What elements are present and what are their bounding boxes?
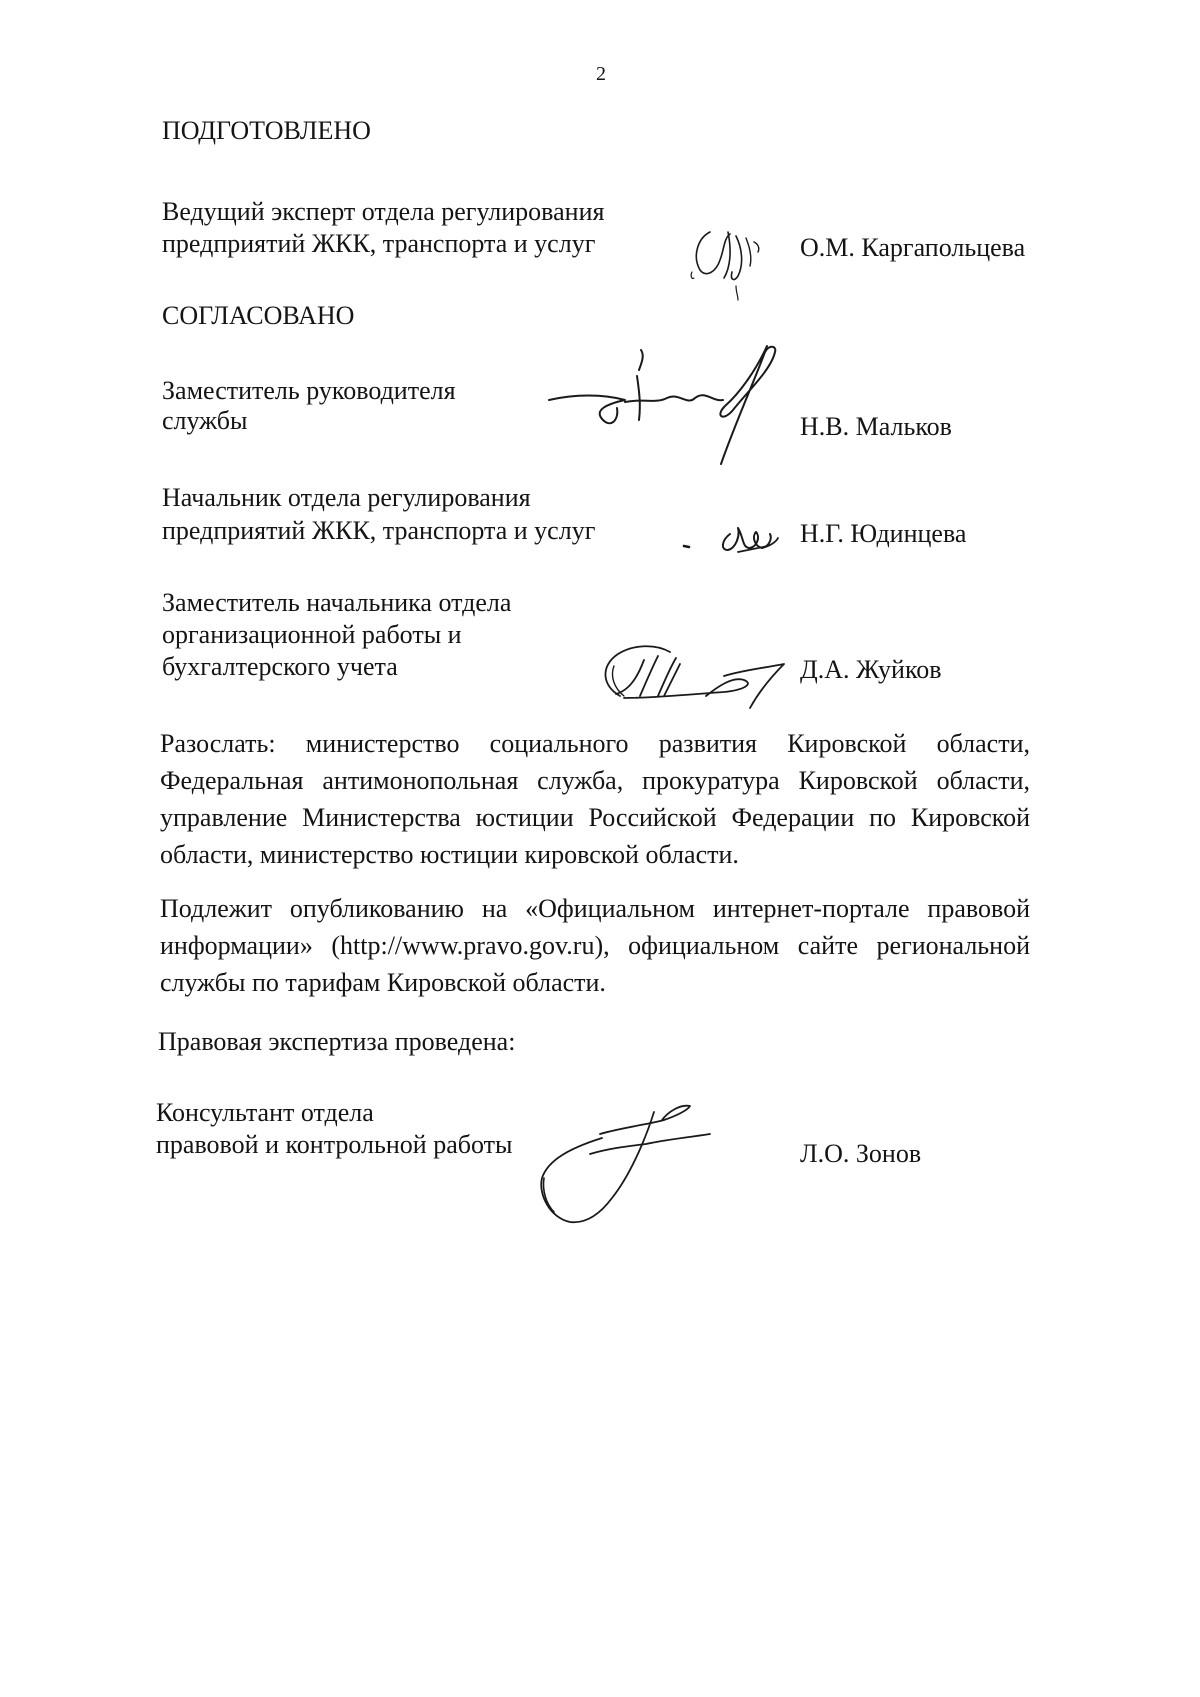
legal-review-name: Л.О. Зонов bbox=[800, 1139, 922, 1168]
signer-1-name: Н.В. Мальков bbox=[800, 412, 952, 441]
signer-2-line-2: предприятий ЖКК, транспорта и услуг bbox=[162, 516, 596, 545]
legal-review-position-line-2: правовой и контрольной работы bbox=[156, 1130, 513, 1159]
signature-zhuykov bbox=[594, 636, 794, 716]
signer-2-name: Н.Г. Юдинцева bbox=[800, 519, 967, 548]
signature-malkov bbox=[545, 340, 795, 470]
signer-3-line-1: Заместитель начальника отдела bbox=[162, 588, 512, 617]
prepared-position-line-2: предприятий ЖКК, транспорта и услуг bbox=[162, 229, 596, 258]
signature-yudintseva bbox=[678, 508, 788, 564]
signer-3-line-2: организационной работы и bbox=[162, 620, 462, 649]
prepared-position-line-1: Ведущий эксперт отдела регулирования bbox=[162, 197, 605, 226]
page-number: 2 bbox=[596, 63, 606, 85]
publication-paragraph: Подлежит опубликованию на «Официальном интернет-портале правовой информации» (http://www.pravo.gov.ru), официальном сайте региональной службы по тарифам Кировской области. bbox=[160, 894, 1030, 997]
signature-zonov bbox=[530, 1098, 730, 1233]
distribution-paragraph: Разослать: министерство социального развития Кировской области, Федеральная антимонопольная служба, прокуратура Кировской области, управление Министерства юстиции Российской Федерации по Кировской области, министерство юстиции кировской области. bbox=[160, 729, 1030, 869]
legal-review-heading: Правовая экспертиза проведена: bbox=[158, 1027, 516, 1056]
signer-1-line-1: Заместитель руководителя bbox=[162, 376, 456, 405]
signer-3-name: Д.А. Жуйков bbox=[800, 655, 942, 684]
agreed-heading: СОГЛАСОВАНО bbox=[162, 301, 355, 330]
prepared-name: О.М. Каргапольцева bbox=[800, 233, 1026, 262]
prepared-heading: ПОДГОТОВЛЕНО bbox=[162, 116, 371, 145]
signer-1-line-2: службы bbox=[162, 406, 248, 435]
signer-3-line-3: бухгалтерского учета bbox=[162, 652, 398, 681]
legal-review-position-line-1: Консультант отдела bbox=[156, 1098, 374, 1127]
signature-kargapoltseva bbox=[680, 212, 780, 302]
signer-2-line-1: Начальник отдела регулирования bbox=[162, 483, 531, 512]
